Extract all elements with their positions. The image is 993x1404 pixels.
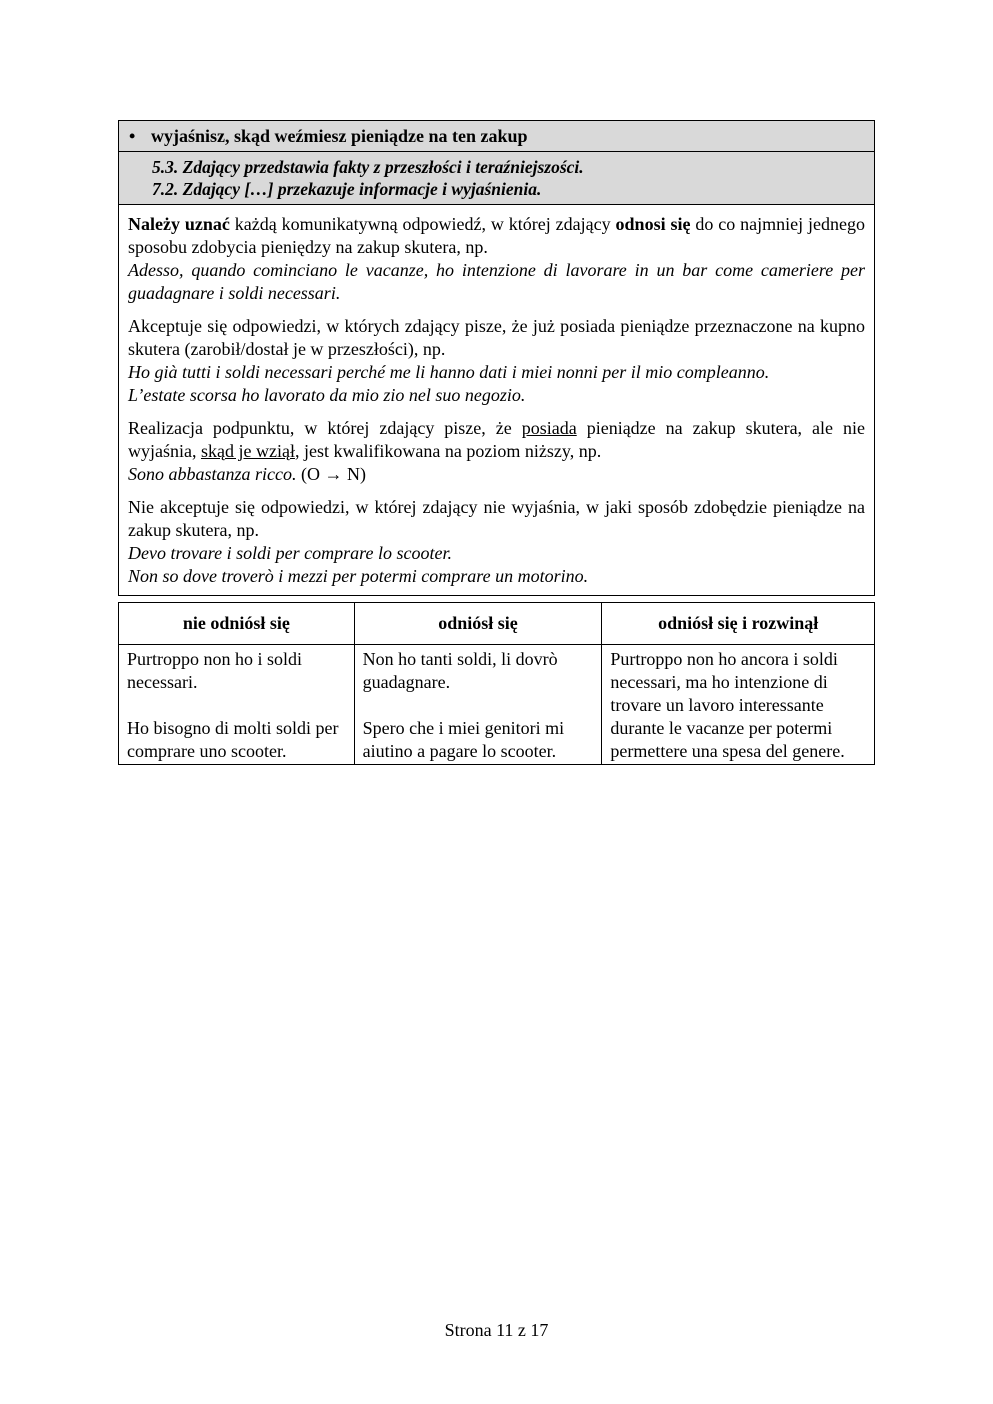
task-title: wyjaśnisz, skąd weźmiesz pieniądze na ten zakup — [151, 126, 528, 146]
example-text: L’estate scorsa ho lavorato da mio zio nel suo negozio. — [128, 385, 526, 405]
table-header-row — [119, 603, 875, 645]
page-number: Strona 11 z 17 — [444, 1320, 549, 1340]
criteria-box — [118, 120, 875, 596]
column-header: odniósł się i rozwinął — [602, 603, 875, 645]
task-header — [119, 121, 874, 152]
column-header: nie odniósł się — [119, 603, 355, 645]
lower-level-paragraph: Realizacja podpunktu, w której zdający pisze, że posiada pieniądze na zakup skutera, ale nie wyjaśnia, skąd je wziął, jest kwalifikowana na poziom niższy, np. Sono abbastanza ricco. (O → N) — [128, 418, 865, 484]
accept-paragraph: Należy uznać każdą komunikatywną odpowiedź, w której zdający odnosi się do co najmniej jednego sposobu zdobycia pieniędzy na zakup skutera, np. Adesso, quando cominciano le vacanze, ho intenzione di lavorare in un bar come cameriere per guadagnare i soldi necessari. — [128, 214, 866, 303]
example-text: Adesso, quando cominciano le vacanze, ho intenzione di lavorare in un bar come cameriere per guadagnare i soldi necessari. — [128, 260, 865, 303]
requirement-item: 5.3. Zdający przedstawia fakty z przeszłości i teraźniejszości. — [152, 157, 584, 177]
requirement-item: 7.2. Zdający […] przekazuje informacje i wyjaśnienia. — [152, 179, 542, 199]
reject-paragraph: Nie akceptuje się odpowiedzi, w której zdający nie wyjaśnia, w jaki sposób zdobędzie pieniądze na zakup skutera, np. Devo trovare i soldi per comprare lo scooter. Non so dove troverò i mezzi per potermi comprare un motorino. — [128, 497, 865, 586]
table-cell: Purtroppo non ho i soldi necessari. Ho bisogno di molti soldi per comprare uno scooter. — [119, 645, 355, 765]
column-header: odniósł się — [354, 603, 602, 645]
table-row — [119, 645, 875, 765]
bullet-icon: • — [129, 126, 136, 146]
table-cell: Purtroppo non ho ancora i soldi necessari, ma ho intenzione di trovare un lavoro interessante durante le vacanze per potermi permettere una spesa del genere. — [602, 645, 875, 765]
accept-owned-paragraph: Akceptuje się odpowiedzi, w których zdający pisze, że już posiada pieniądze przeznaczone na kupno skutera (zarobił/dostał je w przeszłości), np. Ho già tutti i soldi necessari perché me li hanno dati i miei nonni per il mio compleanno. L’estate scorsa ho lavorato da mio zio nel suo negozio. — [128, 316, 865, 405]
requirements — [119, 152, 874, 205]
scoring-notes — [119, 205, 874, 595]
table-cell: Non ho tanti soldi, li dovrò guadagnare. Spero che i miei genitori mi aiutino a pagare lo scooter. — [354, 645, 602, 765]
example-text: Ho già tutti i soldi necessari perché me li hanno dati i miei nonni per il mio compleanno. — [128, 362, 770, 382]
example-text: Non so dove troverò i mezzi per potermi comprare un motorino. — [128, 566, 589, 586]
example-text: Devo trovare i soldi per comprare lo scooter. — [128, 543, 452, 563]
example-line: Sono abbastanza ricco. (O → N) — [128, 464, 366, 484]
levels-table — [118, 602, 875, 765]
